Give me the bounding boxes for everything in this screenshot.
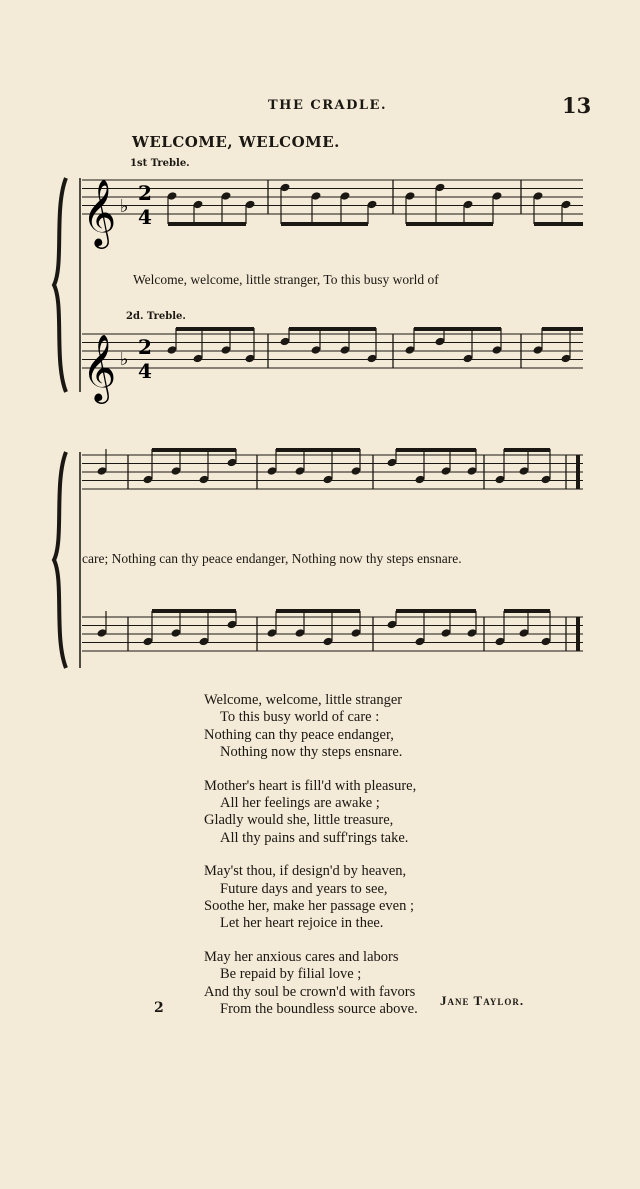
time-sig-bottom-2: 4 [138, 359, 152, 383]
verse-line: And thy soul be crown'd with favors [204, 983, 416, 1000]
verse-line: To this busy world of care : [220, 709, 380, 726]
beam [534, 222, 583, 226]
verse-line: Be repaid by filial love ; [220, 966, 362, 983]
signature-mark: 2 [154, 1000, 164, 1016]
verse-line: Let her heart rejoice in thee. [220, 915, 384, 932]
verse-line: May'st thou, if design'd by heaven, [204, 863, 407, 880]
time-sig-top-1: 2 [138, 181, 152, 205]
verse-line: From the boundless source above. [220, 1001, 418, 1018]
verse-line: Future days and years to see, [220, 880, 388, 897]
verse-line: Soothe her, make her passage even ; [204, 898, 414, 915]
beam [289, 327, 376, 331]
beam [396, 609, 476, 613]
lyrics-system-2: care; Nothing can thy peace endanger, Nothing now thy steps ensnare. [82, 551, 462, 566]
beam [152, 448, 236, 452]
beam [542, 327, 583, 331]
running-head: THE CRADLE. [268, 98, 387, 113]
stanza [204, 863, 494, 933]
key-flat-2: ♭ [120, 349, 129, 370]
stanza [204, 778, 494, 848]
system-brace [54, 178, 66, 392]
verse-line: Nothing now thy steps ensnare. [220, 744, 403, 761]
beam [504, 448, 550, 452]
verse-line: Welcome, welcome, little stranger [204, 692, 403, 708]
verse-line: May her anxious cares and labors [204, 948, 399, 965]
part-label-second-treble: 2d. Treble. [126, 311, 186, 322]
verse-line: All thy pains and suff'rings take. [220, 829, 409, 846]
beam [276, 609, 360, 613]
author-credit: Jane Taylor. [440, 993, 525, 1008]
beam [281, 222, 368, 226]
stanza [204, 692, 494, 762]
verse-line: Mother's heart is fill'd with pleasure, [204, 777, 417, 794]
key-flat-1: ♭ [120, 196, 129, 217]
beam [396, 448, 476, 452]
time-sig-top-2: 2 [138, 335, 152, 359]
page-number: 13 [562, 93, 592, 118]
system-brace [54, 452, 66, 668]
beam [504, 609, 550, 613]
treble-clef-2: 𝄞 [82, 333, 117, 401]
beam [276, 448, 360, 452]
beam [176, 327, 254, 331]
time-sig-bottom-1: 4 [138, 205, 152, 229]
part-label-first-treble: 1st Treble. [130, 158, 190, 169]
verse-line: Nothing can thy peace endanger, [204, 726, 394, 743]
song-title: WELCOME, WELCOME. [132, 133, 340, 151]
verse-line: Gladly would she, little treasure, [204, 812, 394, 829]
lyrics-system-1: Welcome, welcome, little stranger, To this busy world of [133, 272, 439, 287]
beam [414, 327, 501, 331]
beam [406, 222, 493, 226]
verse-text [204, 692, 494, 1035]
beam [152, 609, 236, 613]
beam [168, 222, 246, 226]
verse-line: All her feelings are awake ; [220, 795, 380, 812]
treble-clef-1: 𝄞 [82, 178, 117, 246]
